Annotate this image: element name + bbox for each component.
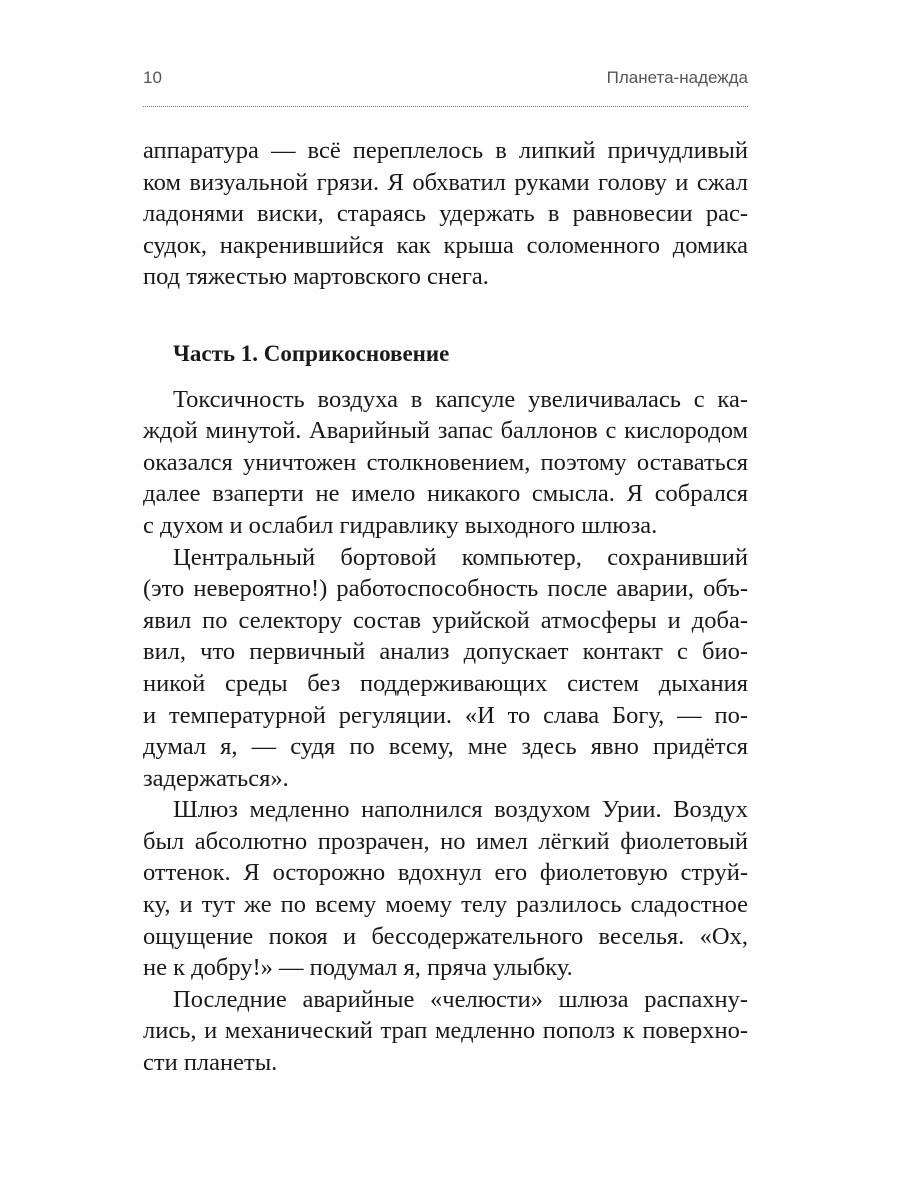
text-line: ждой минутой. Аварийный запас баллонов с кислородом — [143, 417, 748, 445]
running-header — [143, 68, 748, 92]
text-line: ощущение покоя и бессодержательного веселья. «Ох, — [143, 922, 748, 950]
text-line: Токсичность воздуха в капсуле увеличивалась с ка- — [173, 385, 748, 413]
intro-paragraph — [143, 135, 748, 293]
text-line: ку, и тут же по всему моему телу разлилось сладостное — [143, 891, 748, 919]
text-line: не к добру!» — подумал я, пряча улыбку. — [143, 954, 573, 982]
header-divider — [143, 106, 748, 107]
text-line: оттенок. Я осторожно вдохнул его фиолетовую струй- — [143, 859, 748, 887]
text-line: Центральный бортовой компьютер, сохранивший — [173, 543, 748, 571]
paragraph-4 — [143, 984, 748, 1079]
text-line: явил по селектору состав урийской атмосферы и доба- — [143, 606, 748, 634]
text-line: вил, что первичный анализ допускает контакт с био- — [143, 638, 748, 666]
section-heading: Часть 1. Соприкосновение — [173, 340, 450, 366]
text-line: далее взаперти не имело никакого смысла. Я собрался — [143, 480, 748, 508]
text-line: был абсолютно прозрачен, но имел лёгкий фиолетовый — [143, 827, 748, 855]
text-line: ком визуальной грязи. Я обхватил руками голову и сжал — [143, 168, 748, 196]
text-line: Шлюз медленно наполнился воздухом Урии. Воздух — [173, 796, 748, 824]
page-number: 10 — [143, 68, 162, 87]
text-line: лись, и механический трап медленно пополз к поверхно- — [143, 1017, 748, 1045]
text-line: судок, накренившийся как крыша соломенного домика — [143, 231, 748, 259]
text-line: задержаться». — [143, 764, 289, 792]
text-line: думал я, — судя по всему, мне здесь явно придётся — [143, 733, 748, 761]
text-line: ладонями виски, стараясь удержать в равновесии рас- — [143, 200, 748, 228]
text-line: никой среды без поддерживающих систем дыхания — [143, 669, 748, 697]
paragraph-1 — [143, 384, 748, 542]
text-line: аппаратура — всё переплелось в липкий причудливый — [143, 137, 748, 164]
text-line: и температурной регуляции. «И то слава Богу, — по- — [143, 701, 748, 729]
text-line: (это невероятно!) работоспособность после аварии, объ- — [143, 575, 748, 603]
text-line: под тяжестью мартовского снега. — [143, 263, 489, 291]
text-line: Последние аварийные «челюсти» шлюза распахну- — [173, 985, 748, 1013]
body-text — [143, 135, 748, 1079]
running-title: Планета-надежда — [606, 68, 748, 87]
paragraph-2 — [143, 542, 748, 795]
text-line: с духом и ослабил гидравлику выходного шлюза. — [143, 511, 658, 539]
text-line: оказался уничтожен столкновением, поэтому оставаться — [143, 448, 748, 476]
paragraph-3 — [143, 794, 748, 984]
text-line: сти планеты. — [143, 1049, 278, 1077]
